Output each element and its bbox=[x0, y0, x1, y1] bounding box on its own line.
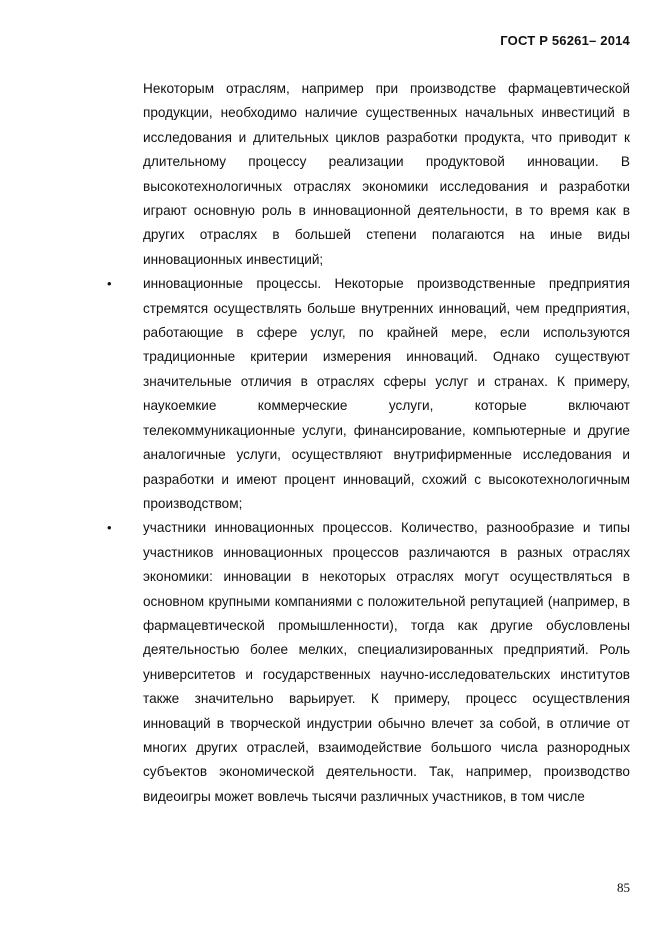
body-text bbox=[107, 77, 630, 809]
paragraph-intro: Некоторым отраслям, например при производстве фармацевтической продукции, необходимо наличие существенных начальных инвестиций в исследования и длительных циклов разработки продукта, что приводит к длительному процессу реализации продуктовой инновации. В высокотехнологичных отраслях экономики исследования и разработки играют основную роль в инновационной деятельности, в то время как в других отраслях в большей степени полагаются на иные виды инновационных инвестиций; bbox=[143, 81, 630, 267]
bullet-icon: • bbox=[107, 520, 112, 536]
document-header: ГОСТ Р 56261– 2014 bbox=[500, 33, 630, 48]
list-item-innovation-processes bbox=[107, 272, 630, 516]
list-item-text: участники инновационных процессов. Количество, разнообразие и типы участников инновационных процессов различаются в разных отраслях экономики: инновации в некоторых отраслях могут осуществляться в основном крупными компаниями с положительной репутацией (например, в фармацевтической промышленности), тогда как другие обусловлены деятельностью более мелких, специализированных предприятий. Роль университетов и государственных научно-исследовательских институтов также значительно варьирует. К примеру, процесс осуществления инноваций в творческой индустрии обычно влечет за собой, в отличие от многих других отраслей, взаимодействие большого числа разнородных субъектов экономической деятельности. Так, например, производство видеоигры может вовлечь тысячи различных участников, в том числе bbox=[143, 520, 630, 804]
bullet-icon: • bbox=[107, 276, 112, 292]
list-item-participants bbox=[107, 516, 630, 809]
page-number: 85 bbox=[617, 880, 630, 895]
list-item-text: инновационные процессы. Некоторые производственные предприятия стремятся осуществлять больше внутренних инноваций, чем предприятия, работающие в сфере услуг, по крайней мере, если используются традиционные критерии измерения инноваций. Однако существуют значительные отличия в отраслях сферы услуг и странах. К примеру, наукоемкие коммерческие услуги, которые включают телекоммуникационные услуги, финансирование, компьютерные и другие аналогичные услуги, осуществляют внутрифирменные исследования и разработки и имеют процент инноваций, схожий с высокотехнологичным производством; bbox=[143, 276, 630, 511]
